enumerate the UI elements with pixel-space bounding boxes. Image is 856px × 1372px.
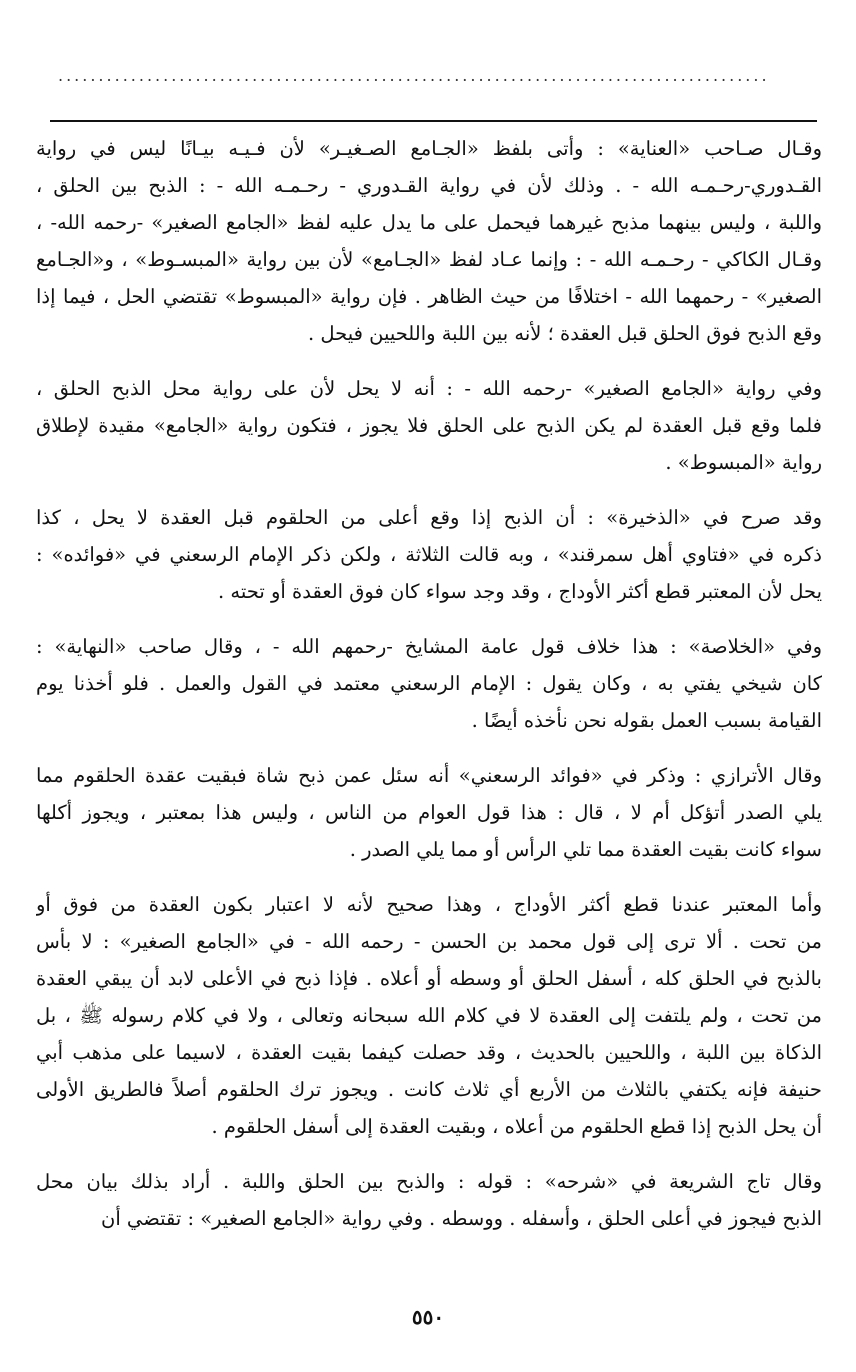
text-line: حنيفة فإنه يكتفي بالثلاث من الأربع أي ثلاث كانت . ويجوز ترك الحلقوم أصلاً فالطريق الأولى (36, 1078, 822, 1101)
text-line: الذكاة بين اللبة ، واللحيين بالحديث ، وقد حصلت كيفما بقيت العقدة ، لاسيما على مذهب أبي (36, 1041, 822, 1064)
text-line: سواء كانت بقيت العقدة مما تلي الرأس أو مما يلي الصدر . (349, 838, 822, 861)
paragraph (36, 370, 822, 481)
page-number: ٥٥٠ (411, 1305, 445, 1329)
text-line: وقد صرح في «الذخيرة» : أن الذبح إذا وقع أعلى من الحلقوم قبل العقدة لا يحل ، كذا (36, 506, 822, 529)
text-line: القـدوري-رحـمـه الله - . وذلك لأن في رواية القـدوري - رحـمـه الله - : الذبح بين الحلق ، (36, 174, 822, 197)
text-line: رواية «المبسوط» . (665, 451, 822, 474)
header-dotted-line: ........................................................................................ (58, 66, 770, 85)
text-line: الذبح فيجوز في أعلى الحلق ، وأسفله . ووسطه . وفي رواية «الجامع الصغير» : تقتضي أن (101, 1207, 822, 1230)
text-line: الصغير» - رحمهما الله - اختلافًا من حيث الظاهر . فإن رواية «المبسوط» تقتضي الحل ، فيما إذا (36, 285, 822, 308)
text-line: وقال تاج الشريعة في «شرحه» : قوله : والذبح بين الحلق واللبة . أراد بذلك بيان محل (36, 1170, 822, 1193)
paragraph (36, 628, 822, 739)
text-line: وقال الأترازي : وذكر في «فوائد الرسعني» أنه سئل عمن ذبح شاة فبقيت عقدة الحلقوم مما (36, 764, 822, 787)
text-line: فلما وقع قبل العقدة لم يكن الذبح على الحلق فلا يجوز ، فتكون رواية «الجامع» مقيدة لإطلاق (36, 414, 822, 437)
text-line: من تحت ، ولم يلتفت إلى العقدة لا في كلام الله سبحانه وتعالى ، ولا في كلام رسوله ﷺ ، بل (36, 1004, 822, 1027)
text-line: ذكره في «فتاوي أهل سمرقند» ، وبه قالت الثلاثة ، ولكن ذكر الإمام الرسعني في «فوائده» : (36, 543, 822, 566)
header-rule (50, 120, 817, 122)
text-line: بالذبح في الحلق كله ، أسفل الحلق أو وسطه أو أعلاه . فإذا ذبح في الأعلى لابد أن يبقي العقدة (36, 967, 822, 990)
text-line: واللبة ، وليس بينهما مذبح غيرهما فيحمل على ما يدل عليه لفظ «الجامع الصغير» -رحمه الله- ، (36, 211, 822, 234)
paragraph (36, 757, 822, 868)
text-line: القيامة بسبب العمل بقوله نحن نأخذه أيضًا . (471, 709, 822, 732)
text-line: وقـال صـاحب «العناية» : وأتى بلفظ «الجـامع الصـغيـر» لأن فـيـه بيـانًا ليس في رواية (36, 137, 822, 160)
text-line: أن يحل الذبح إذا قطع الحلقوم من أعلاه ، وبقيت العقدة إلى أسفل الحلقوم . (211, 1115, 822, 1138)
paragraph (36, 886, 822, 1145)
text-line: كان شيخي يفتي به ، وكان يقول : الإمام الرسعني معتمد في القول والعمل . فلو أخذنا يوم (36, 672, 822, 695)
text-line: وقـال الكاكي - رحـمـه الله - : وإنما عـاد لفظ «الجـامع» لأن بين رواية «المبسـوط» ، و«الجـامع (36, 248, 822, 271)
text-line: وقع الذبح فوق الحلق قبل العقدة ؛ لأنه بين اللبة واللحيين فيحل . (307, 322, 822, 345)
paragraph (36, 1163, 822, 1237)
text-line: من تحت . ألا ترى إلى قول محمد بن الحسن - رحمه الله - في «الجامع الصغير» : لا بأس (36, 930, 822, 953)
paragraph (36, 499, 822, 610)
text-line: وفي «الخلاصة» : هذا خلاف قول عامة المشايخ -رحمهم الله - ، وقال صاحب «النهاية» : (36, 635, 822, 658)
text-line: وفي رواية «الجامع الصغير» -رحمه الله - : أنه لا يحل لأن على رواية محل الذبح الحلق ، (36, 377, 822, 400)
text-line: وأما المعتبر عندنا قطع أكثر الأوداج ، وهذا صحيح لأنه لا اعتبار بكون العقدة من فوق أو (36, 893, 822, 916)
page-body (36, 130, 822, 1255)
paragraph (36, 130, 822, 352)
text-line: يحل لأن المعتبر قطع أكثر الأوداج ، وقد وجد سواء كان فوق العقدة أو تحته . (218, 580, 822, 603)
text-line: يلي الصدر أتؤكل أم لا ، قال : هذا قول العوام من الناس ، وليس هذا بمعتبر ، ويجوز أكلها (36, 801, 822, 824)
